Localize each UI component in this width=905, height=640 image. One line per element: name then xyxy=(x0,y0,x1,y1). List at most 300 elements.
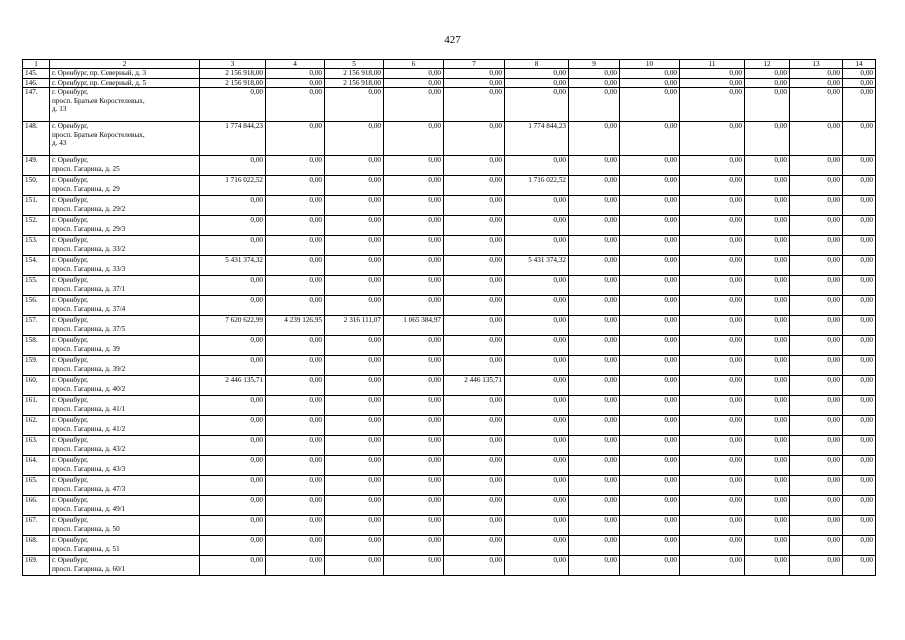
amount-cell: 0,00 xyxy=(200,296,266,316)
amount-cell: 0,00 xyxy=(505,396,569,416)
amount-cell: 0,00 xyxy=(325,456,384,476)
table-row xyxy=(23,476,876,496)
amount-cell: 0,00 xyxy=(745,88,790,122)
amount-cell: 0,00 xyxy=(384,196,444,216)
table-row xyxy=(23,156,876,176)
amount-cell: 0,00 xyxy=(266,196,325,216)
table-row xyxy=(23,78,876,87)
amount-cell: 0,00 xyxy=(325,256,384,276)
address-cell xyxy=(50,516,200,536)
amount-cell: 0,00 xyxy=(200,396,266,416)
row-number: 166. xyxy=(23,496,50,516)
table-row xyxy=(23,336,876,356)
amount-cell: 0,00 xyxy=(444,476,505,496)
table-row xyxy=(23,276,876,296)
address-line: просп. Гагарина, д. 41/1 xyxy=(52,404,126,413)
amount-cell: 0,00 xyxy=(620,396,680,416)
amount-cell: 0,00 xyxy=(444,496,505,516)
amount-cell: 0,00 xyxy=(620,516,680,536)
amount-cell: 0,00 xyxy=(384,236,444,256)
amount-cell: 0,00 xyxy=(266,376,325,396)
amount-cell: 0,00 xyxy=(384,396,444,416)
amount-cell: 0,00 xyxy=(569,416,620,436)
amount-cell: 0,00 xyxy=(444,436,505,456)
amount-cell: 0,00 xyxy=(384,416,444,436)
amount-cell: 0,00 xyxy=(266,496,325,516)
address-line: просп. Гагарина, д. 43/3 xyxy=(52,464,126,473)
table-row xyxy=(23,176,876,196)
amount-cell: 0,00 xyxy=(569,396,620,416)
amount-cell: 0,00 xyxy=(843,496,876,516)
amount-cell: 0,00 xyxy=(843,176,876,196)
registry-table xyxy=(22,59,876,576)
amount-cell: 0,00 xyxy=(680,416,745,436)
amount-cell: 5 431 374,32 xyxy=(505,256,569,276)
address-line: просп. Гагарина, д. 43/2 xyxy=(52,444,126,453)
amount-cell: 0,00 xyxy=(620,276,680,296)
address-line: просп. Гагарина, д. 60/1 xyxy=(52,564,126,573)
amount-cell: 0,00 xyxy=(325,416,384,436)
address-line: г. Оренбург, xyxy=(52,496,89,505)
amount-cell: 0,00 xyxy=(745,296,790,316)
amount-cell: 0,00 xyxy=(843,78,876,87)
column-header: 4 xyxy=(266,60,325,69)
column-header: 9 xyxy=(569,60,620,69)
amount-cell: 0,00 xyxy=(266,556,325,576)
row-number: 154. xyxy=(23,256,50,276)
amount-cell: 0,00 xyxy=(680,122,745,156)
amount-cell: 0,00 xyxy=(384,296,444,316)
amount-cell: 0,00 xyxy=(790,176,843,196)
amount-cell: 0,00 xyxy=(843,156,876,176)
address-cell xyxy=(50,276,200,296)
address-cell xyxy=(50,536,200,556)
amount-cell: 0,00 xyxy=(266,122,325,156)
amount-cell: 0,00 xyxy=(266,436,325,456)
amount-cell: 0,00 xyxy=(620,336,680,356)
amount-cell: 0,00 xyxy=(444,336,505,356)
amount-cell: 0,00 xyxy=(444,296,505,316)
amount-cell: 0,00 xyxy=(745,396,790,416)
table-row xyxy=(23,376,876,396)
table-row xyxy=(23,69,876,78)
column-header: 1 xyxy=(23,60,50,69)
amount-cell: 0,00 xyxy=(444,356,505,376)
amount-cell: 0,00 xyxy=(325,356,384,376)
amount-cell: 0,00 xyxy=(569,236,620,256)
amount-cell: 0,00 xyxy=(325,536,384,556)
amount-cell: 0,00 xyxy=(569,496,620,516)
amount-cell: 0,00 xyxy=(266,516,325,536)
amount-cell: 0,00 xyxy=(505,236,569,256)
amount-cell: 0,00 xyxy=(444,556,505,576)
address-line: просп. Гагарина, д. 51 xyxy=(52,544,120,553)
amount-cell: 0,00 xyxy=(843,216,876,236)
table-row xyxy=(23,556,876,576)
amount-cell: 0,00 xyxy=(790,556,843,576)
address-line: г. Оренбург, xyxy=(52,356,89,365)
address-cell xyxy=(50,376,200,396)
address-line: просп. Гагарина, д. 33/2 xyxy=(52,244,126,253)
column-header: 10 xyxy=(620,60,680,69)
address-line: д. 43 xyxy=(52,139,67,148)
amount-cell: 0,00 xyxy=(790,196,843,216)
address-cell xyxy=(50,69,200,78)
table-row xyxy=(23,236,876,256)
address-line: просп. Гагарина, д. 29/3 xyxy=(52,224,126,233)
amount-cell: 0,00 xyxy=(266,336,325,356)
amount-cell: 0,00 xyxy=(384,536,444,556)
amount-cell: 0,00 xyxy=(505,416,569,436)
address-line: г. Оренбург, xyxy=(52,556,89,565)
amount-cell: 0,00 xyxy=(505,356,569,376)
amount-cell: 0,00 xyxy=(680,336,745,356)
amount-cell: 0,00 xyxy=(620,376,680,396)
row-number: 164. xyxy=(23,456,50,476)
address-line: г. Оренбург, xyxy=(52,376,89,385)
address-line: г. Оренбург, xyxy=(52,436,89,445)
address-cell xyxy=(50,416,200,436)
amount-cell: 0,00 xyxy=(325,496,384,516)
amount-cell: 0,00 xyxy=(843,88,876,122)
address-line: просп. Гагарина, д. 50 xyxy=(52,524,120,533)
amount-cell: 0,00 xyxy=(790,376,843,396)
amount-cell: 0,00 xyxy=(266,476,325,496)
column-header: 14 xyxy=(843,60,876,69)
address-cell xyxy=(50,316,200,336)
table-row xyxy=(23,416,876,436)
registry-body xyxy=(23,69,876,576)
table-row xyxy=(23,122,876,156)
address-line: г. Оренбург, xyxy=(52,456,89,465)
amount-cell: 0,00 xyxy=(266,88,325,122)
row-number: 161. xyxy=(23,396,50,416)
amount-cell: 0,00 xyxy=(680,516,745,536)
column-header: 12 xyxy=(745,60,790,69)
amount-cell: 0,00 xyxy=(680,316,745,336)
address-line: просп. Гагарина, д. 39 xyxy=(52,344,120,353)
amount-cell: 0,00 xyxy=(200,356,266,376)
table-row xyxy=(23,316,876,336)
address-cell xyxy=(50,456,200,476)
table-row xyxy=(23,296,876,316)
amount-cell: 0,00 xyxy=(505,296,569,316)
amount-cell: 0,00 xyxy=(620,316,680,336)
address-cell xyxy=(50,436,200,456)
amount-cell: 0,00 xyxy=(200,88,266,122)
table-row xyxy=(23,516,876,536)
address-line: г. Оренбург, xyxy=(52,216,89,225)
address-line: г. Оренбург, xyxy=(52,276,89,285)
amount-cell: 0,00 xyxy=(790,88,843,122)
amount-cell: 0,00 xyxy=(569,78,620,87)
row-number: 149. xyxy=(23,156,50,176)
amount-cell: 0,00 xyxy=(325,516,384,536)
address-cell xyxy=(50,476,200,496)
address-line: г. Оренбург, xyxy=(52,476,89,485)
row-number: 162. xyxy=(23,416,50,436)
column-header: 13 xyxy=(790,60,843,69)
amount-cell: 0,00 xyxy=(505,216,569,236)
amount-cell: 0,00 xyxy=(266,69,325,78)
amount-cell: 0,00 xyxy=(200,236,266,256)
row-number: 167. xyxy=(23,516,50,536)
amount-cell: 0,00 xyxy=(384,556,444,576)
amount-cell: 0,00 xyxy=(745,516,790,536)
amount-cell: 0,00 xyxy=(200,416,266,436)
amount-cell: 0,00 xyxy=(745,476,790,496)
amount-cell: 0,00 xyxy=(620,69,680,78)
amount-cell: 0,00 xyxy=(843,476,876,496)
amount-cell: 1 065 384,97 xyxy=(384,316,444,336)
amount-cell: 0,00 xyxy=(569,122,620,156)
amount-cell: 0,00 xyxy=(843,376,876,396)
amount-cell: 0,00 xyxy=(505,556,569,576)
amount-cell: 0,00 xyxy=(325,296,384,316)
amount-cell: 0,00 xyxy=(745,69,790,78)
amount-cell: 2 446 135,71 xyxy=(444,376,505,396)
amount-cell: 0,00 xyxy=(384,216,444,236)
amount-cell: 0,00 xyxy=(843,296,876,316)
amount-cell: 0,00 xyxy=(620,256,680,276)
amount-cell: 0,00 xyxy=(569,476,620,496)
amount-cell: 0,00 xyxy=(843,556,876,576)
amount-cell: 0,00 xyxy=(680,556,745,576)
amount-cell: 0,00 xyxy=(569,296,620,316)
amount-cell: 0,00 xyxy=(200,276,266,296)
amount-cell: 0,00 xyxy=(266,356,325,376)
amount-cell: 0,00 xyxy=(843,69,876,78)
amount-cell: 0,00 xyxy=(790,436,843,456)
address-line: просп. Гагарина, д. 37/4 xyxy=(52,304,126,313)
amount-cell: 0,00 xyxy=(200,216,266,236)
address-cell xyxy=(50,556,200,576)
amount-cell: 0,00 xyxy=(790,316,843,336)
address-line: просп. Гагарина, д. 25 xyxy=(52,164,120,173)
address-line: г. Оренбург, пр. Северный, д. 3 xyxy=(52,69,147,78)
amount-cell: 0,00 xyxy=(505,88,569,122)
amount-cell: 0,00 xyxy=(745,236,790,256)
amount-cell: 0,00 xyxy=(680,376,745,396)
amount-cell: 0,00 xyxy=(620,236,680,256)
amount-cell: 0,00 xyxy=(843,122,876,156)
amount-cell: 0,00 xyxy=(790,336,843,356)
amount-cell: 0,00 xyxy=(384,436,444,456)
amount-cell: 0,00 xyxy=(745,316,790,336)
amount-cell: 0,00 xyxy=(444,396,505,416)
amount-cell: 0,00 xyxy=(444,316,505,336)
amount-cell: 0,00 xyxy=(505,496,569,516)
amount-cell: 0,00 xyxy=(505,196,569,216)
amount-cell: 0,00 xyxy=(505,456,569,476)
amount-cell: 0,00 xyxy=(790,78,843,87)
amount-cell: 0,00 xyxy=(266,176,325,196)
amount-cell: 0,00 xyxy=(790,456,843,476)
amount-cell: 0,00 xyxy=(790,69,843,78)
address-line: г. Оренбург, xyxy=(52,336,89,345)
amount-cell: 0,00 xyxy=(620,196,680,216)
address-cell xyxy=(50,356,200,376)
address-cell xyxy=(50,196,200,216)
row-number: 152. xyxy=(23,216,50,236)
amount-cell: 2 446 135,71 xyxy=(200,376,266,396)
amount-cell: 0,00 xyxy=(680,496,745,516)
amount-cell: 0,00 xyxy=(569,516,620,536)
amount-cell: 0,00 xyxy=(790,156,843,176)
amount-cell: 2 156 918,00 xyxy=(325,78,384,87)
amount-cell: 0,00 xyxy=(790,356,843,376)
amount-cell: 0,00 xyxy=(325,336,384,356)
amount-cell: 0,00 xyxy=(569,69,620,78)
amount-cell: 0,00 xyxy=(569,176,620,196)
amount-cell: 0,00 xyxy=(680,436,745,456)
amount-cell: 0,00 xyxy=(384,88,444,122)
column-header: 3 xyxy=(200,60,266,69)
amount-cell: 0,00 xyxy=(200,516,266,536)
amount-cell: 0,00 xyxy=(569,456,620,476)
amount-cell: 0,00 xyxy=(384,122,444,156)
address-line: г. Оренбург, xyxy=(52,536,89,545)
amount-cell: 0,00 xyxy=(620,156,680,176)
amount-cell: 0,00 xyxy=(843,236,876,256)
amount-cell: 0,00 xyxy=(384,256,444,276)
address-line: г. Оренбург, xyxy=(52,88,89,97)
row-number: 165. xyxy=(23,476,50,496)
amount-cell: 0,00 xyxy=(745,496,790,516)
amount-cell: 0,00 xyxy=(325,396,384,416)
amount-cell: 0,00 xyxy=(200,556,266,576)
amount-cell: 0,00 xyxy=(200,496,266,516)
amount-cell: 0,00 xyxy=(266,456,325,476)
amount-cell: 0,00 xyxy=(569,156,620,176)
amount-cell: 0,00 xyxy=(444,156,505,176)
amount-cell: 0,00 xyxy=(569,88,620,122)
table-row xyxy=(23,496,876,516)
address-cell xyxy=(50,156,200,176)
amount-cell: 0,00 xyxy=(200,336,266,356)
address-line: просп. Гагарина, д. 29/2 xyxy=(52,204,126,213)
amount-cell: 0,00 xyxy=(790,396,843,416)
row-number: 155. xyxy=(23,276,50,296)
address-line: просп. Гагарина, д. 37/1 xyxy=(52,284,126,293)
address-line: г. Оренбург, пр. Северный, д. 5 xyxy=(52,78,147,87)
amount-cell: 7 620 622,99 xyxy=(200,316,266,336)
amount-cell: 0,00 xyxy=(569,356,620,376)
amount-cell: 0,00 xyxy=(266,256,325,276)
amount-cell: 0,00 xyxy=(790,216,843,236)
address-line: г. Оренбург, xyxy=(52,416,89,425)
amount-cell: 0,00 xyxy=(569,276,620,296)
address-line: д. 13 xyxy=(52,105,67,114)
amount-cell: 0,00 xyxy=(843,336,876,356)
row-number: 163. xyxy=(23,436,50,456)
amount-cell: 0,00 xyxy=(680,78,745,87)
row-number: 156. xyxy=(23,296,50,316)
amount-cell: 0,00 xyxy=(843,316,876,336)
row-number: 148. xyxy=(23,122,50,156)
amount-cell: 0,00 xyxy=(200,436,266,456)
amount-cell: 0,00 xyxy=(444,536,505,556)
amount-cell: 0,00 xyxy=(444,516,505,536)
amount-cell: 0,00 xyxy=(620,436,680,456)
address-line: просп. Братьев Коростелевых, xyxy=(52,130,145,139)
row-number: 145. xyxy=(23,69,50,78)
amount-cell: 0,00 xyxy=(384,516,444,536)
amount-cell: 1 774 844,23 xyxy=(505,122,569,156)
amount-cell: 0,00 xyxy=(505,69,569,78)
address-cell xyxy=(50,336,200,356)
amount-cell: 0,00 xyxy=(790,536,843,556)
amount-cell: 0,00 xyxy=(843,256,876,276)
amount-cell: 0,00 xyxy=(384,476,444,496)
table-row xyxy=(23,436,876,456)
address-cell xyxy=(50,396,200,416)
amount-cell: 0,00 xyxy=(745,436,790,456)
amount-cell: 0,00 xyxy=(569,556,620,576)
amount-cell: 0,00 xyxy=(325,176,384,196)
amount-cell: 0,00 xyxy=(384,78,444,87)
table-row xyxy=(23,456,876,476)
amount-cell: 2 156 918,00 xyxy=(200,69,266,78)
amount-cell: 0,00 xyxy=(680,536,745,556)
amount-cell: 0,00 xyxy=(569,436,620,456)
amount-cell: 0,00 xyxy=(680,88,745,122)
address-line: просп. Гагарина, д. 47/3 xyxy=(52,484,126,493)
amount-cell: 0,00 xyxy=(444,256,505,276)
row-number: 147. xyxy=(23,88,50,122)
amount-cell: 0,00 xyxy=(620,88,680,122)
amount-cell: 2 316 111,07 xyxy=(325,316,384,336)
amount-cell: 0,00 xyxy=(620,536,680,556)
row-number: 153. xyxy=(23,236,50,256)
amount-cell: 0,00 xyxy=(505,516,569,536)
address-line: г. Оренбург, xyxy=(52,122,89,131)
amount-cell: 0,00 xyxy=(569,376,620,396)
amount-cell: 0,00 xyxy=(569,536,620,556)
amount-cell: 0,00 xyxy=(790,496,843,516)
column-header: 11 xyxy=(680,60,745,69)
amount-cell: 0,00 xyxy=(843,536,876,556)
address-line: г. Оренбург, xyxy=(52,296,89,305)
amount-cell: 0,00 xyxy=(680,176,745,196)
amount-cell: 0,00 xyxy=(843,276,876,296)
amount-cell: 0,00 xyxy=(620,296,680,316)
amount-cell: 5 431 374,32 xyxy=(200,256,266,276)
amount-cell: 0,00 xyxy=(745,356,790,376)
row-number: 151. xyxy=(23,196,50,216)
column-header: 6 xyxy=(384,60,444,69)
amount-cell: 0,00 xyxy=(266,276,325,296)
amount-cell: 0,00 xyxy=(200,536,266,556)
amount-cell: 0,00 xyxy=(745,276,790,296)
row-number: 160. xyxy=(23,376,50,396)
amount-cell: 0,00 xyxy=(325,276,384,296)
address-line: г. Оренбург, xyxy=(52,316,89,325)
column-header: 2 xyxy=(50,60,200,69)
amount-cell: 0,00 xyxy=(444,69,505,78)
amount-cell: 0,00 xyxy=(620,556,680,576)
amount-cell: 0,00 xyxy=(745,122,790,156)
amount-cell: 0,00 xyxy=(745,456,790,476)
address-cell xyxy=(50,256,200,276)
amount-cell: 0,00 xyxy=(325,196,384,216)
amount-cell: 0,00 xyxy=(680,156,745,176)
amount-cell: 0,00 xyxy=(620,216,680,236)
row-number: 158. xyxy=(23,336,50,356)
amount-cell: 0,00 xyxy=(444,88,505,122)
amount-cell: 0,00 xyxy=(569,316,620,336)
amount-cell: 0,00 xyxy=(745,216,790,236)
